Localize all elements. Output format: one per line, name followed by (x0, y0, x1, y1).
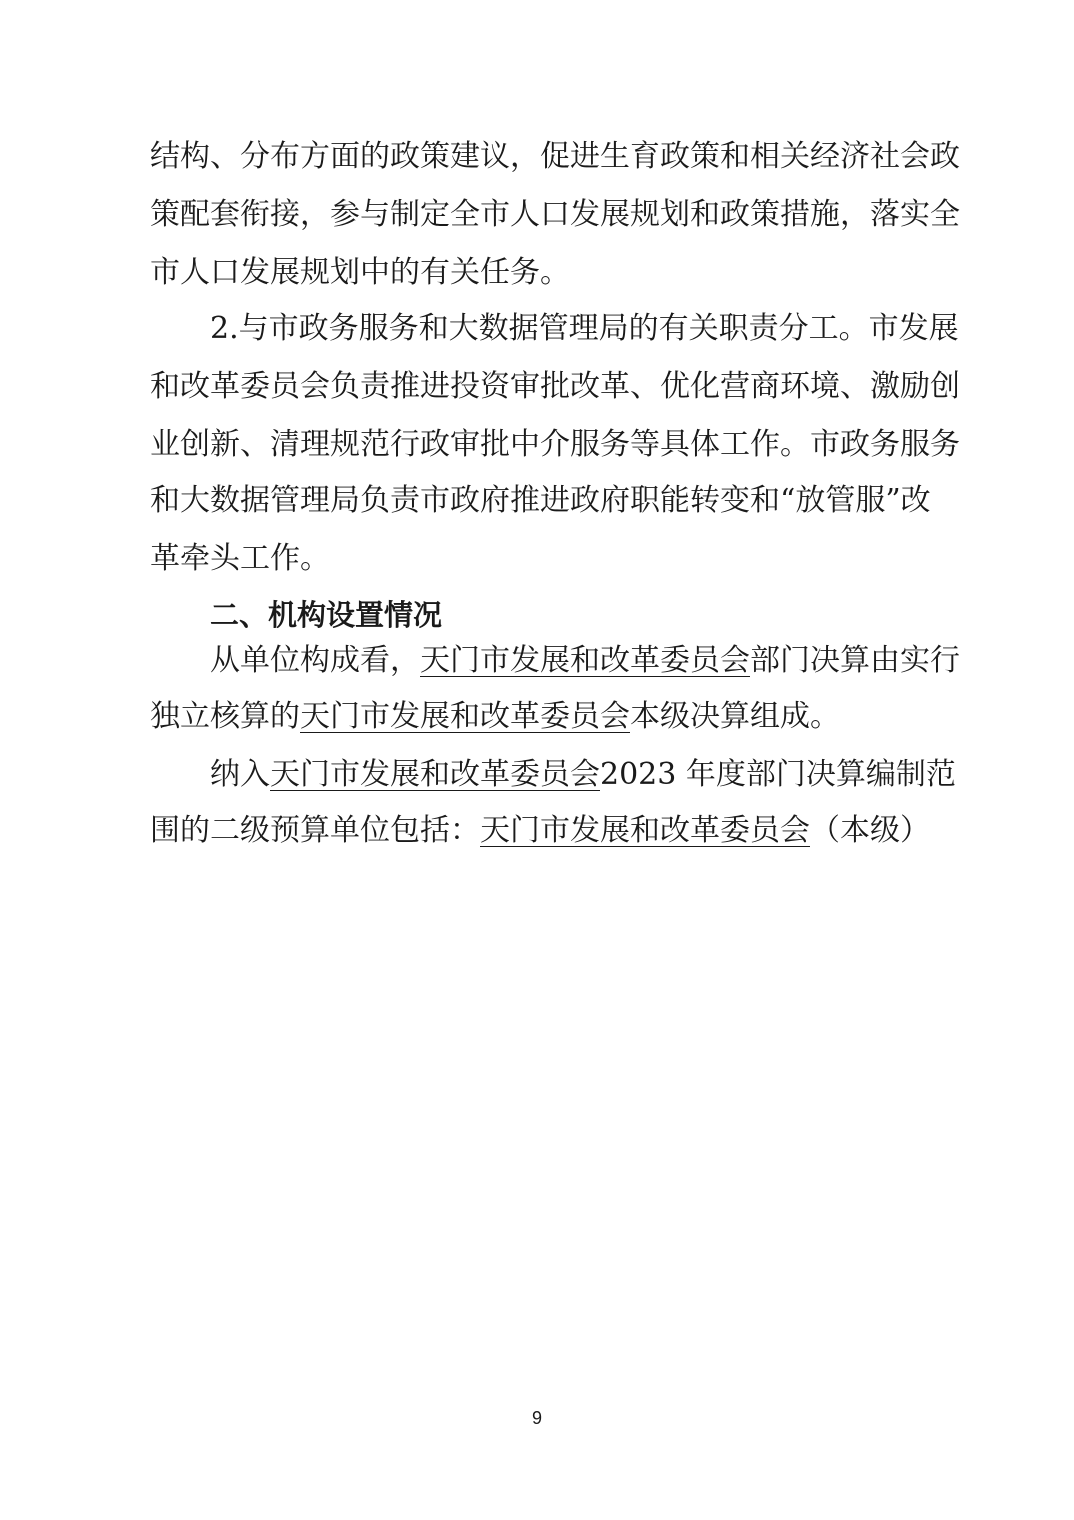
paragraph1-line3: 市人口发展规划中的有关任务。 (150, 255, 570, 290)
paragraph3-line1-prefix: 从单位构成看， (210, 643, 420, 678)
paragraph4-line2 (150, 803, 930, 859)
paragraph3-line1-suffix: 部门决算由实行 (750, 643, 960, 678)
org-name-underlined: 天门市发展和改革委员会 (480, 813, 810, 848)
page-number: 9 (531, 1408, 542, 1428)
paragraph2-line4: 和大数据管理局负责市政府推进政府职能转变和“放管服”改 (150, 483, 931, 518)
paragraph3-line1 (210, 633, 960, 689)
paragraph2-line1: 2.与市政务服务和大数据管理局的有关职责分工。市发展 (210, 311, 959, 346)
section-heading: 二、机构设置情况 (210, 598, 443, 632)
org-name-underlined: 天门市发展和改革委员会 (270, 757, 600, 792)
org-name-underlined: 天门市发展和改革委员会 (420, 643, 750, 678)
paragraph4-line1 (210, 747, 956, 803)
paragraph3-line2 (150, 689, 930, 745)
paragraph4-line1-suffix: 2023 年度部门决算编制范 (600, 757, 956, 792)
org-name-underlined: 天门市发展和改革委员会 (300, 699, 630, 734)
paragraph3-line2-prefix: 独立核算的 (150, 699, 300, 734)
paragraph1-line2: 策配套衔接，参与制定全市人口发展规划和政策措施，落实全 (150, 197, 960, 232)
paragraph2-line2: 和改革委员会负责推进投资审批改革、优化营商环境、激励创 (150, 369, 960, 404)
paragraph3-line2-suffix: 本级决算组成。 (630, 699, 840, 734)
paragraph2-line5: 革牵头工作。 (150, 541, 330, 576)
paragraph2-line3: 业创新、清理规范行政审批中介服务等具体工作。市政务服务 (150, 427, 960, 462)
paragraph4-line2-prefix: 围的二级预算单位包括： (150, 813, 480, 848)
paragraph1-line1: 结构、分布方面的政策建议，促进生育政策和相关经济社会政 (150, 139, 960, 174)
paragraph4-line2-suffix: （本级） (810, 813, 930, 848)
paragraph4-line1-prefix: 纳入 (210, 757, 270, 792)
